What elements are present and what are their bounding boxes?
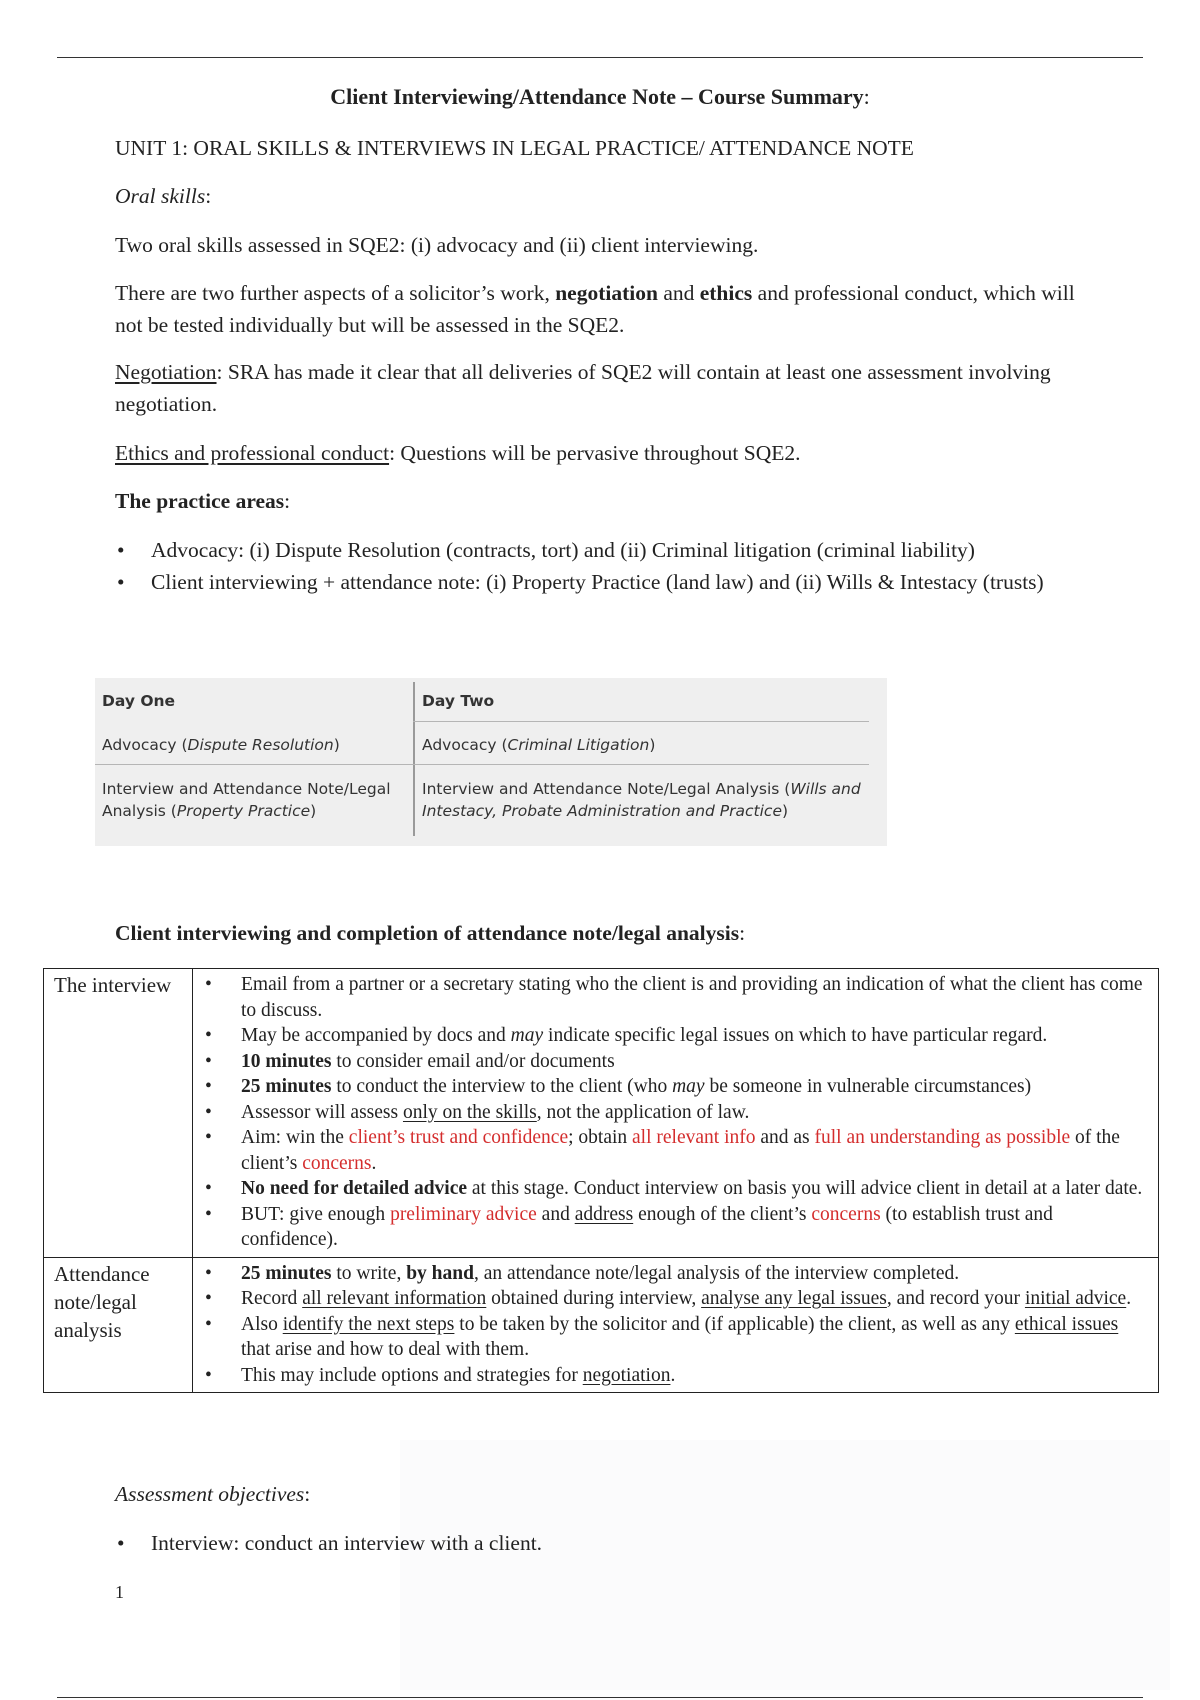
ethics-paragraph: Ethics and professional conduct: Questions will be pervasive throughout SQE2. <box>115 441 801 465</box>
page-title: Client Interviewing/Attendance Note – Course Summary: <box>330 84 870 109</box>
list-item: • Advocacy: (i) Dispute Resolution (contracts, tort) and (ii) Criminal litigation (criminal liability) <box>117 538 975 562</box>
further-aspects-paragraph: There are two further aspects of a solicitor’s work, negotiation and ethics and professional conduct, which will not be tested individually but will be assessed in the SQE2. <box>115 281 1075 337</box>
oral-skills-heading: Oral skills: <box>115 184 212 208</box>
list-item: • 10 minutes to consider email and/or documents <box>205 1050 615 1072</box>
schedule-cell: Advocacy (Dispute Resolution) <box>102 736 340 754</box>
interview-cell <box>193 969 1159 1258</box>
list-item: • 25 minutes to write, by hand, an attendance note/legal analysis of the interview completed. <box>205 1262 960 1284</box>
interview-table <box>43 968 1159 1393</box>
practice-areas-heading: The practice areas: <box>115 489 291 513</box>
attendance-cell <box>193 1257 1159 1393</box>
page-number: 1 <box>115 1582 124 1602</box>
schedule-table <box>95 678 887 846</box>
schedule-cell: Interview and Attendance Note/Legal Analysis (Property Practice) <box>102 780 391 820</box>
table-row <box>44 969 1159 1258</box>
table-row <box>44 1257 1159 1393</box>
list-item: • Record all relevant information obtained during interview, analyse any legal issues, and record your initial advice. <box>205 1288 1132 1309</box>
schedule-row-rule <box>95 764 869 765</box>
list-item: • Aim: win the client’s trust and confidence; obtain all relevant info and as full an understanding as possible of the client’s concerns. <box>205 1127 1120 1174</box>
unit-heading: UNIT 1: ORAL SKILLS & INTERVIEWS IN LEGAL PRACTICE/ ATTENDANCE NOTE <box>115 136 914 160</box>
list-item: • This may include options and strategies for negotiation. <box>205 1364 676 1386</box>
schedule-cell: Interview and Attendance Note/Legal Analysis (Wills and Intestacy, Probate Administration and Practice) <box>422 780 861 820</box>
practice-areas-list <box>115 534 1100 598</box>
list-item: • 25 minutes to conduct the interview to the client (who may be someone in vulnerable circumstances) <box>205 1076 1032 1097</box>
attendance-label: Attendance note/legal analysis <box>44 1257 193 1393</box>
schedule-day-two-header: Day Two <box>422 692 495 710</box>
negotiation-paragraph: Negotiation: SRA has made it clear that all deliveries of SQE2 will contain at least one assessment involving negotiation. <box>115 360 1051 416</box>
schedule-day-one-header: Day One <box>102 692 176 710</box>
list-item: • BUT: give enough preliminary advice and address enough of the client’s concerns (to establish trust and confidence). <box>205 1203 1053 1250</box>
interview-label: The interview <box>44 969 193 1258</box>
list-item: • Also identify the next steps to be taken by the solicitor and (if applicable) the client, as well as any ethical issues that arise and how to deal with them. <box>205 1313 1119 1360</box>
schedule-divider <box>413 682 415 836</box>
list-item: • Interview: conduct an interview with a client. <box>117 1531 543 1555</box>
assessment-objectives-list <box>115 1527 1100 1559</box>
schedule-cell: Advocacy (Criminal Litigation) <box>422 736 656 754</box>
client-interviewing-heading: Client interviewing and completion of attendance note/legal analysis: <box>115 921 746 945</box>
oral-skills-text: Two oral skills assessed in SQE2: (i) advocacy and (ii) client interviewing. <box>115 233 759 257</box>
schedule-header-rule <box>413 721 869 722</box>
list-item: • Client interviewing + attendance note: (i) Property Practice (land law) and (ii) Wills & Intestacy (trusts) <box>117 570 1044 594</box>
assessment-objectives-heading: Assessment objectives: <box>115 1482 311 1506</box>
header-rule <box>57 57 1143 58</box>
list-item: • Assessor will assess only on the skills, not the application of law. <box>205 1101 750 1123</box>
list-item: • Email from a partner or a secretary stating who the client is and providing an indication of what the client has come to discuss. <box>205 974 1143 1021</box>
footer-rule <box>57 1697 1143 1698</box>
list-item: • No need for detailed advice at this stage. Conduct interview on basis you will advice client in detail at a later date. <box>205 1178 1143 1199</box>
list-item: • May be accompanied by docs and may indicate specific legal issues on which to have particular regard. <box>205 1025 1048 1046</box>
